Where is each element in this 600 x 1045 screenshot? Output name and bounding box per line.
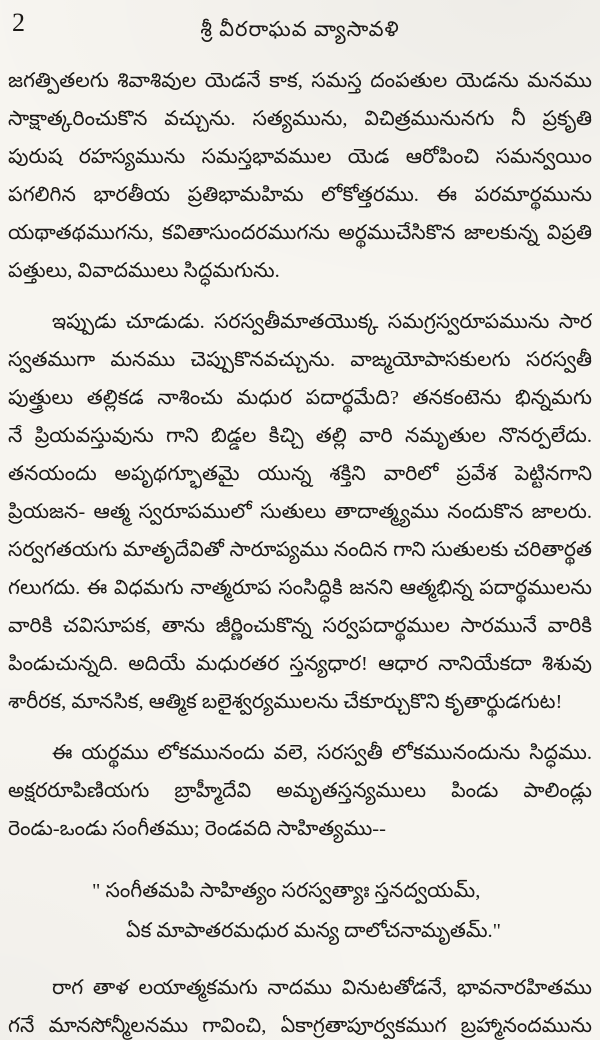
paragraph-1	[8, 62, 592, 290]
page-number: 2	[12, 8, 25, 37]
page-title: శ్రీ వీరరాఘవ వ్యాసావళి	[200, 17, 400, 41]
text-line: నే ప్రియవస్తువును గాని బిడ్డల కిచ్చి తల్లి వారి నమృతుల నొనర్పలేదు.	[8, 425, 592, 447]
verse-line: ఏక మాపాతరమధుర మన్య దాలోచనామృతమ్."	[126, 920, 502, 942]
text-line: రాగ తాళ లయాత్మకమగు నాదము వినుటతోడనే, భావనారహితము	[52, 977, 592, 999]
text-line: రెండు-ఒండు సంగీతము; రెండవది సాహిత్యము--	[8, 818, 386, 840]
text-line: సాక్షాత్కరించుకొన వచ్చును. సత్యమును, విచిత్రమునునగు నీ ప్రకృతి	[8, 108, 592, 130]
text-line: అక్షరరూపిణియగు బ్రాహ్మీదేవి అమృతస్తన్యములు పిండు పాలిండ్లు	[8, 780, 592, 802]
text-line: జగత్పితలగు శివాశివుల యెడనే కాక, సమస్త దంపతుల యెడను మనము	[8, 70, 592, 92]
paragraph-2	[8, 303, 592, 721]
text-line: యథాతథముగను, కవితాసుందరముగను అర్థముచేసికొన జాలకున్న విప్రతి	[8, 222, 592, 244]
text-line: ఈ యర్థము లోకమునందు వలె, సరస్వతీ లోకమునందును సిద్ధము.	[52, 742, 592, 764]
page-body	[8, 62, 592, 1045]
text-line: ఇప్పుడు చూడుడు. సరస్వతీమాతయొక్క సమగ్రస్వరూపమును సార	[52, 311, 592, 333]
text-line: తనయందు అపృథగ్భూతమై యున్న శక్తిని వారిలో ప్రవేశ పెట్టినగాని	[8, 463, 592, 485]
text-line: సర్వగతయగు మాతృదేవితో సారూప్యము నందిన గాని సుతులకు చరితార్థత	[8, 539, 592, 561]
text-line: పగలిగిన భారతీయ ప్రతిభామహిమ లోకోత్తరము. ఈ పరమార్థమును	[8, 184, 592, 206]
paragraph-3	[8, 734, 592, 848]
text-line: గలుగదు. ఈ విధమగు నాత్మరూప సంసిద్ధికి జనని ఆత్మభిన్న పదార్థములను	[8, 577, 592, 599]
verse-quote	[8, 871, 592, 951]
text-line: పుత్త్రులు తల్లికడ నాశించు మధుర పదార్థమేది? తనకంటెను భిన్నమగు	[8, 387, 592, 409]
text-line: పిండుచున్నది. అదియే మధురతర స్తన్యధార! ఆధార నానియేకదా శిశువు	[8, 653, 592, 675]
page-header	[8, 8, 592, 62]
text-line: శారీరక, మానసిక, ఆత్మిక బలైశ్వర్యములను చేకూర్చుకొని కృతార్థుడగుట!	[8, 691, 563, 713]
text-line: పత్తులు, వివాదములు సిద్ధమగును.	[8, 260, 280, 282]
verse-line: " సంగీతమపి సాహిత్యం సరస్వత్యాః స్తనద్వయమ్,	[92, 880, 481, 902]
text-line: వారికి చవిసూపక, తాను జీర్ణించుకొన్న సర్వపదార్థముల సారమునే వారికి	[8, 615, 592, 637]
text-line: స్వతముగా మనము చెప్పుకొనవచ్చును. వాఙ్మయోపాసకులగు సరస్వతీ	[8, 349, 592, 371]
paragraph-4	[8, 969, 592, 1045]
text-line: గనే మానసోన్మీలనము గావించి, ఏకాగ్రతాపూర్వకముగ బ్రహ్మానందమును	[8, 1015, 592, 1037]
text-line: పురుష రహస్యమును సమస్తభావముల యెడ ఆరోపించి సమన్వయిం	[8, 146, 592, 168]
text-line: ప్రియజన- ఆత్మ స్వరూపములో సుతులు తాదాత్మ్యము నందుకొన జాలరు.	[8, 501, 592, 523]
